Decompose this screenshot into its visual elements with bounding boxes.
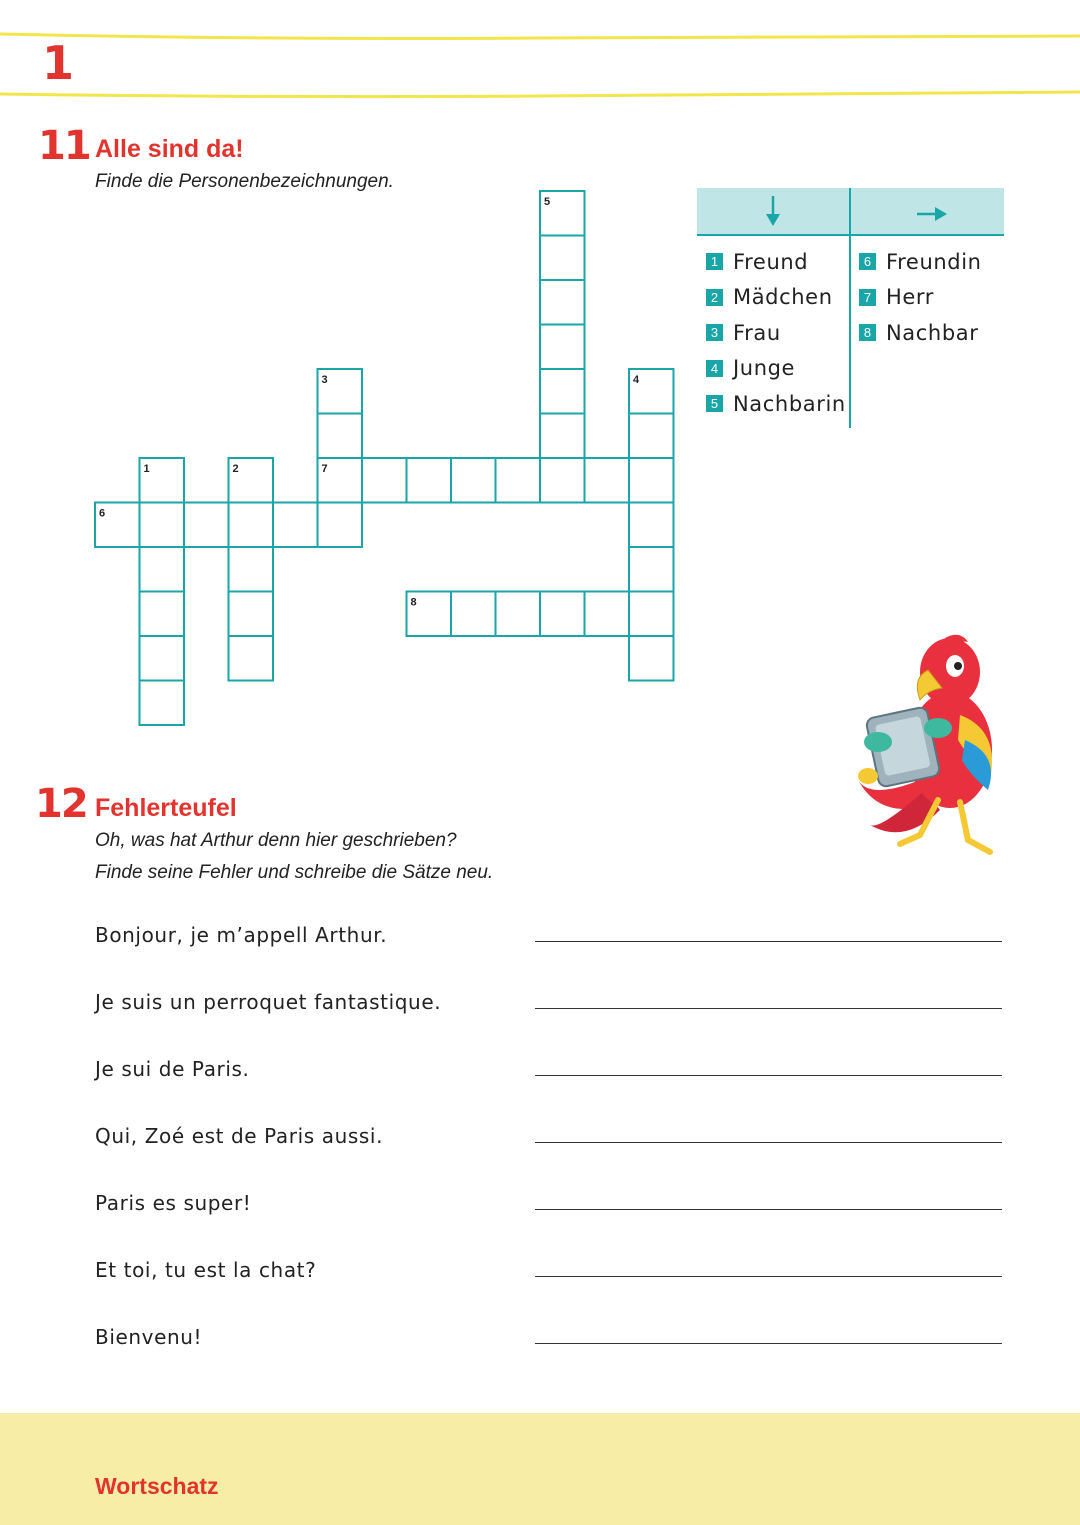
crossword-cell[interactable] xyxy=(540,592,585,637)
clue-word: Junge xyxy=(733,356,796,381)
faulty-sentence: Je suis un perroquet fantastique. xyxy=(95,990,442,1014)
clue-number-badge: 3 xyxy=(706,324,723,341)
faulty-sentence: Et toi, tu est la chat? xyxy=(95,1258,317,1282)
answer-line[interactable] xyxy=(535,1008,1002,1009)
arrow-right-icon xyxy=(915,204,949,224)
footer-label: Wortschatz xyxy=(95,1473,219,1499)
exercise-12-title: Fehlerteufel xyxy=(95,794,237,822)
crossword-clue-number: 4 xyxy=(633,374,640,386)
answer-line[interactable] xyxy=(535,1142,1002,1143)
exercise-12-instruction-1: Oh, was hat Arthur denn hier geschrieben? xyxy=(95,830,457,851)
answer-line[interactable] xyxy=(535,1209,1002,1210)
exercise-11-title: Alle sind da! xyxy=(95,135,244,163)
faulty-sentence: Paris es super! xyxy=(95,1191,252,1215)
clue-word: Nachbarin xyxy=(733,391,846,416)
crossword-cell[interactable] xyxy=(318,503,363,548)
legend-item xyxy=(706,351,846,387)
clue-word: Freundin xyxy=(886,249,982,274)
chapter-number: 1 xyxy=(42,36,75,90)
crossword-cell[interactable] xyxy=(629,458,674,503)
crossword-clue-number: 5 xyxy=(544,196,551,208)
crossword-cell[interactable] xyxy=(140,547,185,592)
clue-word: Freund xyxy=(733,249,809,274)
parrot-illustration xyxy=(850,630,1010,865)
crossword-clue-number: 1 xyxy=(143,463,150,475)
clue-number-badge: 7 xyxy=(859,289,876,306)
answer-line[interactable] xyxy=(535,1343,1002,1344)
crossword-cell[interactable] xyxy=(318,414,363,459)
faulty-sentence: Qui, Zoé est de Paris aussi. xyxy=(95,1124,384,1148)
exercise-11-number: 11 xyxy=(38,123,90,169)
crossword-cell[interactable] xyxy=(585,458,630,503)
crossword-clue-number: 8 xyxy=(410,596,417,609)
exercise-12-number: 12 xyxy=(35,781,87,827)
crossword-cell[interactable] xyxy=(451,458,496,503)
clue-number-badge: 5 xyxy=(706,395,723,412)
crossword-cell[interactable] xyxy=(407,458,452,503)
clue-legend xyxy=(697,188,1005,428)
legend-item xyxy=(859,244,982,280)
crossword-cell[interactable] xyxy=(140,592,185,637)
legend-divider xyxy=(849,188,851,428)
crossword-cell[interactable] xyxy=(362,458,407,503)
answer-line[interactable] xyxy=(535,941,1002,942)
crossword-cell[interactable] xyxy=(629,547,674,592)
crossword-cell[interactable] xyxy=(229,592,274,637)
clue-number-badge: 4 xyxy=(706,360,723,377)
legend-item xyxy=(706,315,846,351)
crossword-clue-number: 6 xyxy=(99,507,106,520)
faulty-sentence: Bienvenu! xyxy=(95,1325,203,1349)
crossword-cell[interactable] xyxy=(184,503,229,548)
exercise-11-instruction: Finde die Personenbezeichnungen. xyxy=(95,171,394,192)
crossword-cell[interactable] xyxy=(540,369,585,414)
legend-down-list xyxy=(706,244,846,422)
crossword-clue-number: 2 xyxy=(232,463,239,475)
clue-number-badge: 8 xyxy=(859,324,876,341)
crossword-cell[interactable] xyxy=(140,636,185,681)
clue-word: Herr xyxy=(886,285,935,310)
crossword-cell[interactable] xyxy=(229,636,274,681)
crossword-cell[interactable] xyxy=(273,503,318,548)
clue-number-badge: 1 xyxy=(706,253,723,270)
crossword-cell[interactable] xyxy=(540,236,585,281)
exercise-12-instruction-2: Finde seine Fehler und schreibe die Sätze neu. xyxy=(95,862,494,883)
footer-band xyxy=(0,1413,1080,1525)
answer-line[interactable] xyxy=(535,1075,1002,1076)
legend-item xyxy=(859,315,982,351)
crossword-clue-number: 3 xyxy=(321,374,328,386)
legend-item xyxy=(706,244,846,280)
crossword-cell[interactable] xyxy=(451,592,496,637)
legend-item xyxy=(706,280,846,316)
crossword-cell[interactable] xyxy=(140,681,185,726)
clue-word: Nachbar xyxy=(886,320,979,345)
crossword-cell[interactable] xyxy=(629,503,674,548)
crossword-cell[interactable] xyxy=(629,414,674,459)
crossword-cell[interactable] xyxy=(229,547,274,592)
crossword-cell[interactable] xyxy=(629,592,674,637)
legend-across-list xyxy=(859,244,982,351)
crossword-cell[interactable] xyxy=(540,414,585,459)
clue-word: Mädchen xyxy=(733,285,833,310)
clue-word: Frau xyxy=(733,320,781,345)
answer-line[interactable] xyxy=(535,1276,1002,1277)
crossword-cell[interactable] xyxy=(140,503,185,548)
crossword-cell[interactable] xyxy=(540,280,585,325)
legend-item xyxy=(706,386,846,422)
faulty-sentence: Bonjour, je m’appell Arthur. xyxy=(95,923,388,947)
crossword-cell[interactable] xyxy=(540,458,585,503)
crossword-cell[interactable] xyxy=(496,592,541,637)
crossword-clue-number: 7 xyxy=(321,463,328,475)
legend-item xyxy=(859,280,982,316)
clue-number-badge: 6 xyxy=(859,253,876,270)
crossword-cell[interactable] xyxy=(496,458,541,503)
faulty-sentence: Je sui de Paris. xyxy=(95,1057,250,1081)
crossword-cell[interactable] xyxy=(629,636,674,681)
clue-number-badge: 2 xyxy=(706,289,723,306)
arrow-down-icon xyxy=(763,194,783,228)
crossword-cell[interactable] xyxy=(585,592,630,637)
crossword-cell[interactable] xyxy=(540,325,585,370)
crossword-cell[interactable] xyxy=(229,503,274,548)
